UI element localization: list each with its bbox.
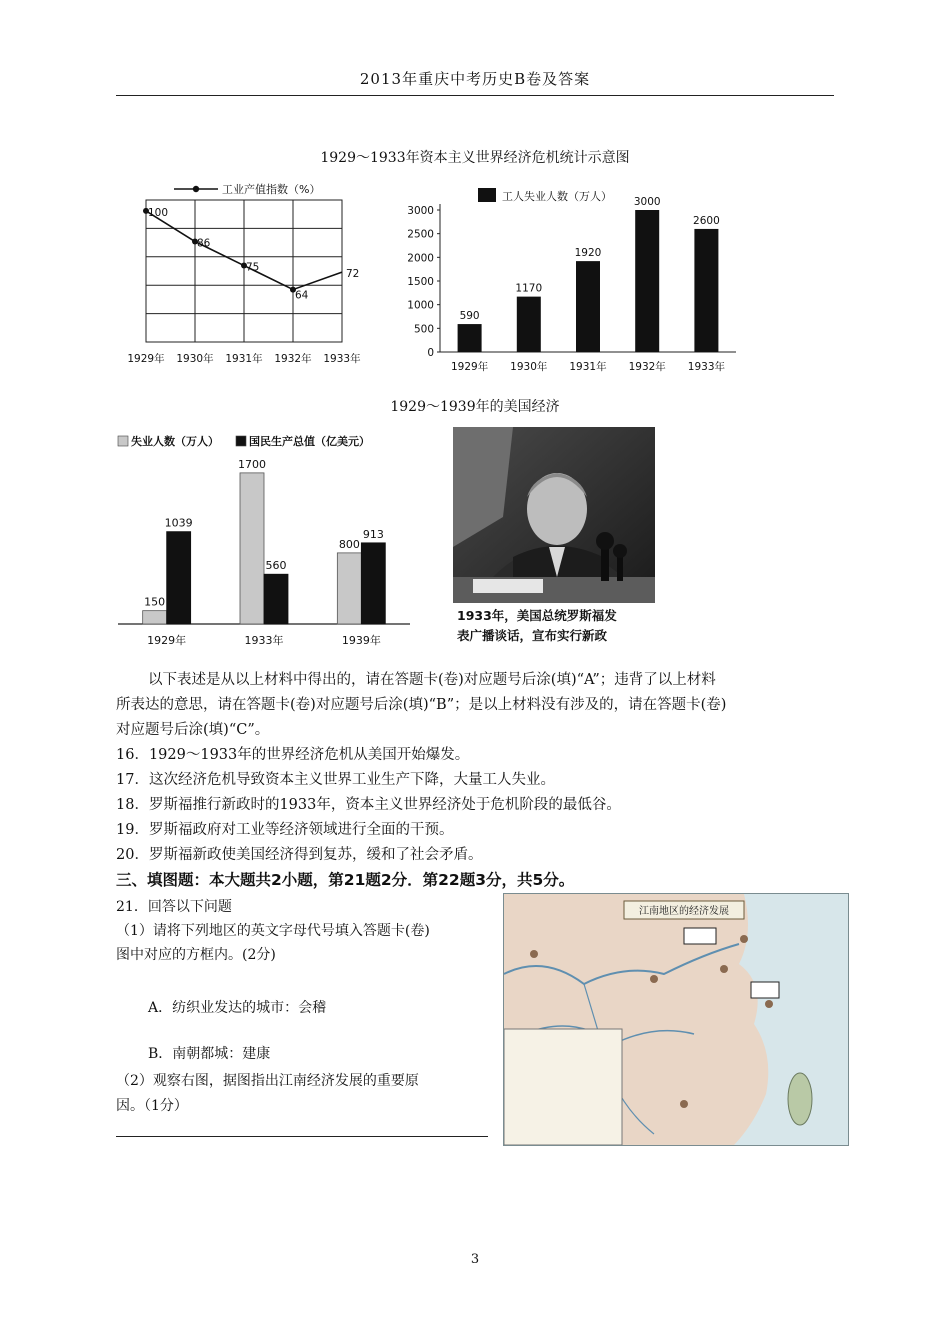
x-tick-label: 1933年 <box>687 361 726 373</box>
x-tick-label: 1932年 <box>628 361 666 373</box>
bar <box>240 473 264 624</box>
x-tick-label: 1930年 <box>176 353 214 365</box>
page-number: 3 <box>470 1252 480 1267</box>
x-tick-label: 1933年 <box>323 353 361 365</box>
y-tick-label: 3000 <box>407 205 434 217</box>
jiangnan-economy-map <box>503 893 849 1146</box>
x-tick-label: 1929年 <box>147 634 187 647</box>
bar-value-label: 590 <box>459 310 480 323</box>
data-label: 75 <box>246 261 260 274</box>
q21-option-a: A．纺织业发达的城市：会稽 <box>148 1000 327 1016</box>
x-tick-label: 1931年 <box>569 361 607 373</box>
q21-stem: 21．回答以下问题 <box>116 899 232 915</box>
legend-label: 工业产值指数（%） <box>222 183 321 196</box>
x-tick-label: 1933年 <box>244 634 284 647</box>
roosevelt-photo <box>453 427 655 651</box>
bar-value-label: 560 <box>265 559 287 573</box>
legend-label: 工人失业人数（万人） <box>502 190 612 203</box>
answer-box-a[interactable] <box>684 928 716 944</box>
bar-value-label: 1700 <box>238 457 266 471</box>
bar <box>517 297 541 352</box>
y-tick-label: 1000 <box>407 299 434 312</box>
data-label: 72 <box>346 268 360 281</box>
roosevelt-photo-image <box>453 427 655 603</box>
bar-value-label: 800 <box>338 537 360 551</box>
data-label: 100 <box>148 206 169 219</box>
y-tick-label: 2000 <box>407 252 434 265</box>
legend-swatch <box>236 436 246 446</box>
map-image <box>504 894 848 1145</box>
data-label: 64 <box>295 289 309 302</box>
legend-swatch <box>478 188 496 202</box>
bar-value-label: 1920 <box>574 247 602 260</box>
statement-19: 19．罗斯福政府对工业等经济领域进行全面的干预。 <box>116 822 454 838</box>
bar <box>361 543 385 624</box>
bar <box>458 324 482 352</box>
legend-swatch <box>118 436 128 446</box>
x-tick-label: 1930年 <box>510 361 548 373</box>
bar <box>264 574 288 624</box>
figure2-caption: 1929～1939年的美国经济 <box>390 399 560 415</box>
header-divider <box>116 95 834 96</box>
bar <box>167 532 191 624</box>
y-tick-label: 2500 <box>407 228 434 241</box>
x-tick-label: 1932年 <box>274 353 312 365</box>
answer-line[interactable] <box>116 1136 488 1137</box>
page-header-title: 2013年重庆中考历史B卷及答案 <box>359 70 591 88</box>
x-tick-label: 1929年 <box>127 353 165 365</box>
x-tick-label: 1929年 <box>450 361 489 373</box>
bar-value-label: 3000 <box>633 196 661 208</box>
unemployment-bar-chart <box>400 180 740 376</box>
x-tick-label: 1931年 <box>225 353 263 365</box>
bar-value-label: 913 <box>362 527 384 541</box>
q21-part2-line1: （2）观察右图，据图指出江南经济发展的重要原 <box>116 1073 419 1089</box>
instruction-line-3: 对应题号后涂(填)“C”。 <box>116 722 270 738</box>
instruction-line-1: 以下表述是从以上材料中得出的，请在答题卡(卷)对应题号后涂(填)“A”；违背了以上材料 <box>148 672 716 688</box>
bar <box>143 611 167 624</box>
legend-marker <box>193 186 199 192</box>
statement-16: 16．1929～1933年的世界经济危机从美国开始爆发。 <box>116 747 470 763</box>
bar <box>635 210 659 352</box>
y-tick-label: 1500 <box>407 276 434 288</box>
bar-value-label: 150 <box>144 595 166 609</box>
bar <box>694 229 718 352</box>
bar <box>576 261 600 352</box>
data-label: 86 <box>197 237 211 250</box>
instruction-line-2: 所表达的意思，请在答题卡(卷)对应题号后涂(填)“B”；是以上材料没有涉及的，请在答题卡(卷) <box>116 697 727 713</box>
y-tick-label: 500 <box>413 323 434 336</box>
bar-value-label: 1170 <box>515 282 543 295</box>
bar-value-label: 2600 <box>693 214 720 227</box>
answer-box-b[interactable] <box>751 982 779 998</box>
statement-20: 20．罗斯福新政使美国经济得到复苏，缓和了社会矛盾。 <box>116 847 483 863</box>
statement-18: 18．罗斯福推行新政时的1933年，资本主义世界经济处于危机阶段的最低谷。 <box>116 797 621 813</box>
q21-part2-line2: 因。（1分） <box>116 1098 188 1114</box>
photo-caption-line2: 表广播谈话，宣布实行新政 <box>457 628 608 643</box>
legend-label: 国民生产总值（亿美元） <box>249 435 370 448</box>
legend-label: 失业人数（万人） <box>131 435 219 448</box>
y-tick-label: 0 <box>427 347 434 359</box>
industrial-index-line-chart <box>118 178 376 374</box>
q21-part1-line2: 图中对应的方框内。(2分) <box>116 947 276 963</box>
q21-part1-line1: （1）请将下列地区的英文字母代号填入答题卡(卷) <box>116 923 430 939</box>
statement-17: 17．这次经济危机导致资本主义世界工业生产下降，大量工人失业。 <box>116 772 555 788</box>
x-tick-label: 1939年 <box>341 634 381 647</box>
bar-value-label: 1039 <box>164 516 193 530</box>
us-economy-bar-chart <box>114 428 414 656</box>
q21-option-b: B．南朝都城：建康 <box>148 1046 271 1062</box>
section3-title: 三、填图题：本大题共2小题，第21题2分．第22题3分，共5分。 <box>116 871 575 889</box>
photo-caption-line1: 1933年，美国总统罗斯福发 <box>457 608 617 623</box>
map-title: 江南地区的经济发展 <box>639 906 729 917</box>
bar <box>337 553 361 624</box>
figure1-caption: 1929～1933年资本主义世界经济危机统计示意图 <box>320 150 630 166</box>
